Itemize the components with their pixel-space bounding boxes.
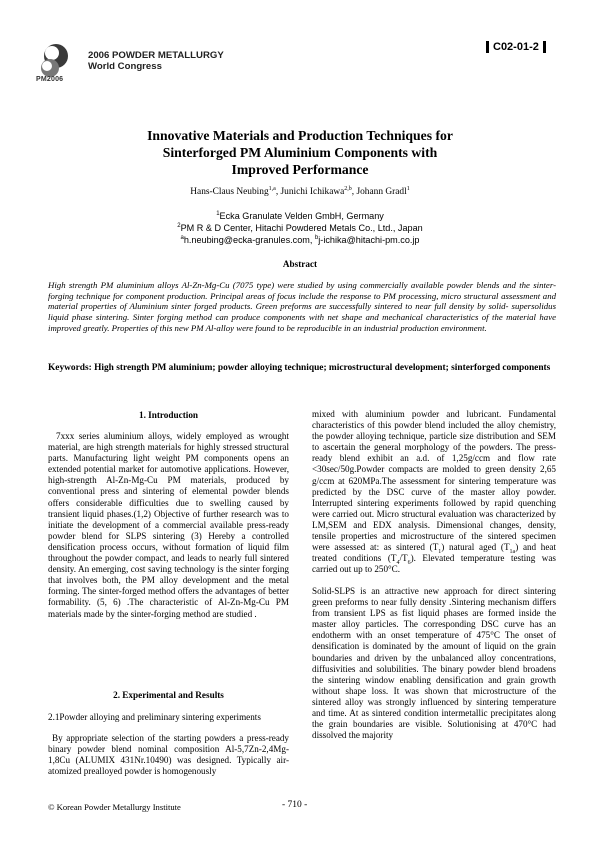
paper-code-text: C02-01-2 <box>493 41 539 53</box>
email-b-sup: b <box>314 234 319 241</box>
aff2-text: PM R & D Center, Hitachi Powdered Metals Co., Ltd., Japan <box>180 223 423 233</box>
t1-sub: 1 <box>438 548 442 555</box>
author-3-sup: 1 <box>406 185 410 192</box>
right-paragraph-2: Solid-SLPS is an attractive new approach for direct sintering green preforms to near fully density .Sintering mechanism differs from transient LPS as fist liquid phases are formed inside the master alloy particles. The corresponding DSC curve has an endotherm with an onset temperature of 475°C The onset of densification is dominated by the amount of liquid on the grain boundaries and driven by the unbalanced alloy concentrations, diffusivities and solubilities. The binary powder blend broadens the sintering window enabling densification and grain growth without shape loss. It was shown that microstructure of the sintered alloy was strongly influenced by sintering temperature and time. At as sintered condition intermetallic precipitates along the grain boundaries are visible. Solutionising at 470°C had dissolved the majority <box>312 586 556 741</box>
affiliation-1 <box>60 211 540 222</box>
author-2-sup: 2,b <box>344 185 352 192</box>
logo-text: PM2006 <box>36 76 64 83</box>
subsection-heading: 2.1Powder alloying and preliminary sintering experiments <box>48 712 261 722</box>
title-line-2: Sinterforged PM Aluminium Components with <box>162 145 438 160</box>
author-list: Hans-Claus Neubing$^{1,a}$, Junichi Ichikawa$^{2,b}$, Johann Gradl$^1$ <box>190 185 410 197</box>
right-paragraph-1 <box>312 409 556 575</box>
copyright-notice: © Korean Powder Metallurgy Institute <box>48 802 181 812</box>
email-b[interactable]: j-ichika@hitachi-pm.co.jp <box>318 235 420 245</box>
page-number: - 710 - <box>282 800 308 810</box>
abstract-text: High strength PM aluminium alloys Al-Zn-Mg-Cu (7075 type) were studied by using commercially available powder blends and the sinter-forging technique for component production. Principal areas of focus include the response to PM processing, micro structural assessment and material properties of Aluminium sinter forged products. Green preforms are successfully sintered to near full density by solid- supersolidus liquid phase sintering. Sinter forging method can produce components with net shape and mechanical characteristics of the material have improved greatly. Properties of this new PM Al-alloy were found to be reproducible in an industrial production environment. <box>48 280 556 333</box>
affiliation-2 <box>60 223 540 234</box>
code-bar-left <box>486 41 489 53</box>
aff1-text: Ecka Granulate Velden GmbH, Germany <box>219 211 384 221</box>
pm2006-logo-icon <box>34 41 74 81</box>
t6-sub: 6 <box>407 560 411 567</box>
experimental-heading: 2. Experimental and Results <box>113 690 224 700</box>
author-2: Junichi Ichikawa <box>280 187 345 197</box>
author-1: Hans-Claus Neubing <box>190 187 269 197</box>
paper-title <box>60 127 540 178</box>
email-a[interactable]: h.neubing@ecka-granules.com, <box>183 235 313 245</box>
conference-name <box>88 50 224 72</box>
aff2-sup: 2 <box>177 222 181 229</box>
author-1-sup: 1,a <box>268 185 276 192</box>
title-line-1: Innovative Materials and Production Techniques for <box>147 128 453 143</box>
abstract-heading: Abstract <box>282 259 318 269</box>
paper-code <box>482 41 550 53</box>
p1-part-c: ) and heat treated conditions (T <box>312 542 556 564</box>
title-line-3: Improved Performance <box>231 162 369 177</box>
conference-line-2: World Congress <box>88 61 162 72</box>
p1-part-a: mixed with aluminium powder and lubricant. Fundamental characteristics of this powder blend included the alloy chemistry, the powder alloying technique, particle size distribution and SEM to ascertain the general morphology of the powders. The press-ready blend exhibit an a.d. of 1,25g/ccm and flow rate <30sec/50g.Powder compacts are molded to green density 2,65 g/ccm at 620MPa.The assessment for sintering temperature was predicted by the DSC curve of the master alloy powder. Interrupted sintering experiments followed by rapid quenching were carried out. Micro structural evaluation was characterized by LM,SEM and EDX analysis. Dimensional changes, density, tensile properties and microstructure of the sintered specimen were assessed at: as sintered (T <box>312 409 556 553</box>
introduction-heading: 1. Introduction <box>138 410 199 420</box>
code-bar-right <box>543 41 546 53</box>
p1-part-b: ) natural aged (T <box>441 542 510 553</box>
author-emails <box>60 235 540 246</box>
keywords: Keywords: High strength PM aluminium; powder alloying technique; microstructural development; sinterforged components <box>48 363 551 373</box>
email-a-sup: a <box>180 234 184 241</box>
experimental-text: By appropriate selection of the starting powders a press-ready binary powder blend nominal composition Al-5,7Zn-2,4Mg-1,8Cu (ALUMIX 431Nr.10490) was designed. Typically air-atomized prealloyed powder is homogenously <box>48 733 289 777</box>
aff1-sup: 1 <box>216 210 220 217</box>
p1-part-d: /T <box>399 553 408 564</box>
t4-sub: 4 <box>396 560 400 567</box>
p1-part-e: ). Elevated temperature testing was carried out up to 250°C. <box>312 553 556 575</box>
introduction-text: 7xxx series aluminium alloys, widely employed as wrought material, are high strength materials for highly stressed structural parts. Manufacturing light weight PM components opens an extended potential market for automotive applications. However, high-strength Al-Zn-Mg-Cu PM materials, produced by conventional press and sintering of elemental powder blends offers considerable difficulties due to swelling caused by transient liquid phases.(1,2) Objective of further research was to initiate the development of a commercial available press-ready powder blend for SLPS sintering (3) Hereby a controlled densification process occurs, without formation of liquid film throughout the powder compact, and leads to nearly full sintered density. An emerging, cost saving technology is the sinter forging that involves both, the PM alloy development and the metal forming. The sinter-forged method offers the advantages of better formability. (5, 6) .The characteristic of Al-Zn-Mg-Cu PM materials made by the sinter-forging method are studied . <box>48 431 289 619</box>
author-3: Johann Gradl <box>356 187 407 197</box>
conference-line-1: 2006 POWDER METALLURGY <box>88 50 224 61</box>
t1a-sub: 1a <box>509 548 516 555</box>
